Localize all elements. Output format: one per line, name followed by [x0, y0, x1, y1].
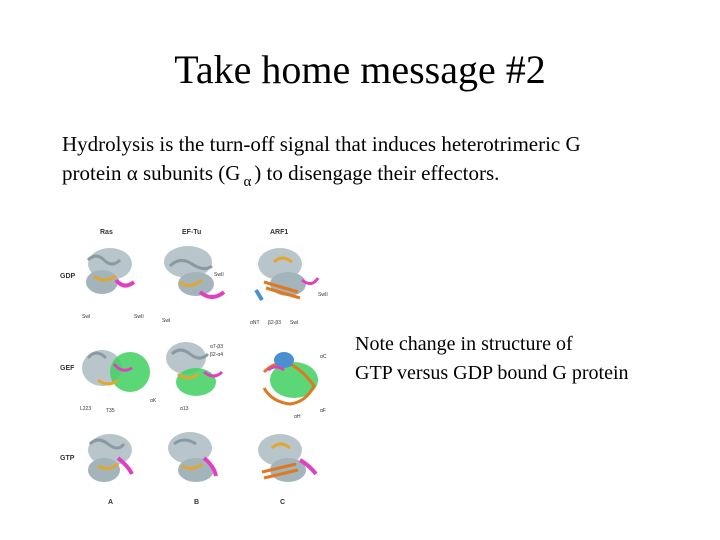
- structure-grid: [58, 222, 348, 508]
- structure-arf1-gdp: [250, 248, 328, 326]
- label-a7b3: α7-β3: [210, 344, 223, 350]
- label-aNT: αNT: [250, 320, 260, 326]
- label-swI-eftu: SwI: [162, 318, 171, 324]
- structure-ras-gef: [80, 350, 157, 414]
- panel-label-a: A: [108, 499, 114, 506]
- label-b2a4: β2-α4: [210, 352, 223, 358]
- label-T35: T35: [106, 408, 115, 414]
- label-swII-eftu: SwII: [214, 272, 224, 278]
- label-swII-ras: SwII: [134, 314, 144, 320]
- panel-label-c: C: [280, 499, 286, 506]
- row-label-gtp: GTP: [60, 455, 75, 462]
- label-swI-ras: SwI: [82, 314, 91, 320]
- structure-ras-gtp: [88, 434, 132, 482]
- label-b2b3: β2-β3: [268, 320, 281, 326]
- label-aF: αF: [320, 408, 326, 414]
- label-a13: α13: [180, 406, 189, 412]
- body-text-subunits: subunits (G: [143, 161, 241, 185]
- panel-label-b: B: [194, 499, 200, 506]
- body-text-disengage: ) to disengage their effectors.: [254, 161, 500, 185]
- label-L223: L223: [80, 406, 92, 412]
- structure-ras-gdp: [82, 248, 144, 320]
- body-paragraph: [62, 130, 702, 191]
- body-text-protein: protein: [62, 161, 122, 185]
- slide-title: Take home message #2: [174, 47, 546, 92]
- protein-structure-figure: [58, 222, 348, 508]
- col-label-ras: Ras: [100, 229, 113, 236]
- body-line-1: Hydrolysis is the turn-off signal that induces heterotrimeric G: [62, 132, 581, 156]
- col-label-arf1: ARF1: [270, 229, 289, 236]
- alpha-subscript: α: [243, 174, 252, 190]
- structure-eftu-gef: [166, 342, 223, 412]
- row-label-gdp: GDP: [60, 273, 76, 280]
- structure-arf1-gtp: [258, 434, 316, 482]
- structure-eftu-gtp: [168, 432, 216, 482]
- label-swI-arf1: SwI: [290, 320, 299, 326]
- note-text: [355, 330, 705, 388]
- structure-eftu-gdp: [162, 246, 224, 324]
- label-aK: αK: [150, 398, 157, 404]
- label-aC: αC: [320, 354, 327, 360]
- label-swII-arf1: SwII: [318, 292, 328, 298]
- label-aH: αH: [294, 414, 301, 420]
- row-label-gef: GEF: [60, 365, 75, 372]
- col-label-eftu: EF-Tu: [182, 229, 202, 236]
- structure-arf1-gef: [264, 352, 327, 420]
- body-line-2: [62, 159, 702, 191]
- note-line-1: Note change in structure of: [355, 333, 573, 355]
- note-line-2: GTP versus GDP bound G protein: [355, 362, 629, 384]
- alpha-symbol: α: [126, 161, 138, 185]
